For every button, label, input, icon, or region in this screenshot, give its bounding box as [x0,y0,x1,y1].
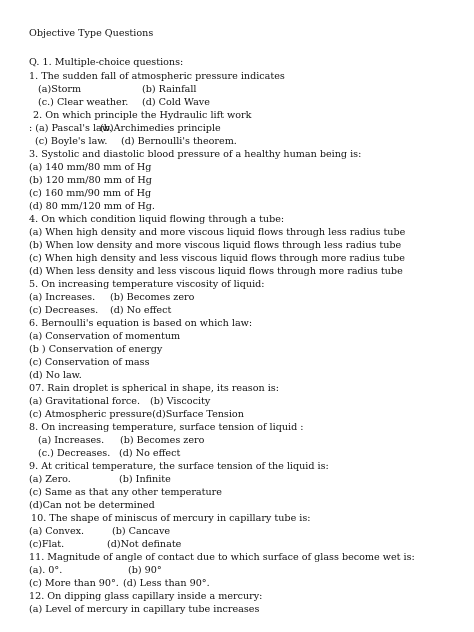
question-line: (a) 140 mm/80 mm of Hg [29,162,152,173]
question-line: (c) Decreases. [29,305,99,316]
question-line: (a) Gravitational force. [29,396,141,407]
question-line: (a) Convex. [29,526,85,537]
option-line: (d) No effect [110,305,172,316]
page-heading: Objective Type Questions [29,28,154,39]
question-line: (b) 120 mm/80 mm of Hg [29,175,152,186]
question-line: (c) Boyle's law. [35,136,108,147]
question-line: 6. Bernoulli's equation is based on which law: [29,318,253,329]
question-line: (d) No law. [29,370,82,381]
question-line: 12. On dipping glass capillary inside a mercury: [29,591,263,602]
question-line: (c.) Clear weather. [38,97,129,108]
option-line: (d)Not definate [107,539,182,550]
question-line: (a) Increases. [29,292,96,303]
question-line: 10. The shape of miniscus of mercury in capillary tube is: [31,513,311,524]
question-line: 11. Magnitude of angle of contact due to which surface of glass become wet is: [29,552,415,563]
question-line: (d) 80 mm/120 mm of Hg. [29,201,155,212]
question-line: (a)Storm [38,84,82,95]
question-line: (c) 160 mm/90 mm of Hg [29,188,152,199]
question-line: 5. On increasing temperature viscosity of liquid: [29,279,265,290]
question-line: (a) Zero. [29,474,71,485]
question-line: 8. On increasing temperature, surface tension of liquid : [29,422,304,433]
option-line: (b) Viscocity [150,396,211,407]
question-line: 2. On which principle the Hydraulic lift work [33,110,252,121]
question-line: (b) When low density and more viscous liquid flows through less radius tube [29,240,402,251]
question-line: (c) When high density and less viscous liquid flows through more radius tube [29,253,405,264]
question-line: : (a) Pascal's law. [29,123,112,134]
question-line: (d) When less density and less viscous liquid flows through more radius tube [29,266,403,277]
option-line: (b) Becomes zero [120,435,205,446]
question-line: (a). 0°. [29,565,63,576]
option-line: (b) Infinite [119,474,171,485]
question-line: (c) Conservation of mass [29,357,150,368]
section-title: Q. 1. Multiple-choice questions: [29,57,184,68]
question-line: 1. The sudden fall of atmospheric pressure indicates [29,71,285,82]
question-line: 4. On which condition liquid flowing through a tube: [29,214,285,225]
question-line: 9. At critical temperature, the surface tension of the liquid is: [29,461,329,472]
question-line: (a) When high density and more viscous liquid flows through less radius tube [29,227,406,238]
question-line: (a) Increases. [38,435,105,446]
option-line: (b)Archimedies principle [100,123,221,134]
option-line: (b) Becomes zero [110,292,195,303]
question-line: (a) Level of mercury in capillary tube increases [29,604,260,615]
question-line: (c) Same as that any other temperature [29,487,222,498]
option-line: (d) No effect [119,448,181,459]
option-line: (d) Cold Wave [142,97,210,108]
question-line: (b ) Conservation of energy [29,344,163,355]
question-line: 07. Rain droplet is spherical in shape, its reason is: [29,383,279,394]
option-line: (d) Less than 90°. [123,578,210,589]
question-line: (a) Conservation of momentum [29,331,181,342]
option-line: (d) Bernoulli's theorem. [121,136,237,147]
question-line: (c)Flat. [29,539,65,550]
option-line: (b) 90° [128,565,162,576]
question-line: (c) Atmospheric pressure(d)Surface Tension [29,409,244,420]
question-line: 3. Systolic and diastolic blood pressure of a healthy human being is: [29,149,362,160]
question-line: (d)Can not be determined [29,500,155,511]
option-line: (b) Cancave [112,526,171,537]
question-line: (c.) Decreases. [38,448,111,459]
option-line: (b) Rainfall [142,84,197,95]
question-line: (c) More than 90°. [29,578,119,589]
